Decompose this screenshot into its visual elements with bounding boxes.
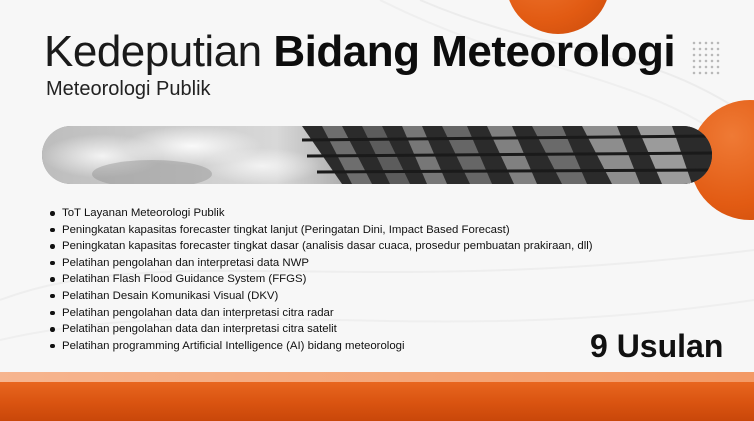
bullet-icon — [50, 311, 55, 316]
list-item — [50, 238, 593, 255]
list-item-label: Pelatihan programming Artificial Intelligence (AI) bidang meteorologi — [62, 339, 405, 352]
proposal-count: 9 Usulan — [590, 328, 724, 364]
list-item — [50, 222, 593, 239]
footer-stripe-dark — [0, 382, 754, 421]
list-item-label: Pelatihan pengolahan data dan interpretasi citra radar — [62, 306, 334, 319]
list-item — [50, 271, 593, 288]
list-item-label: Pelatihan Flash Flood Guidance System (FFGS) — [62, 273, 307, 286]
list-item — [50, 255, 593, 272]
bullet-icon — [50, 211, 55, 216]
list-item-label: Peningkatan kapasitas forecaster tingkat dasar (analisis dasar cuaca, prosedur pembuatan prakiraan, dll) — [62, 240, 593, 253]
title-bold: Bidang Meteorologi — [273, 27, 676, 76]
dot-grid-decoration — [691, 40, 721, 76]
bullet-icon — [50, 327, 55, 332]
list-item — [50, 288, 593, 305]
list-item — [50, 205, 593, 222]
bullet-icon — [50, 261, 55, 266]
banner-photo — [42, 126, 712, 184]
list-item — [50, 321, 593, 338]
page-title — [44, 24, 675, 80]
list-item-label: Pelatihan Desain Komunikasi Visual (DKV) — [62, 289, 279, 302]
bullet-icon — [50, 277, 55, 282]
bullet-icon — [50, 294, 55, 299]
banner-image — [42, 126, 712, 184]
list-item — [50, 305, 593, 322]
bullet-icon — [50, 344, 55, 349]
page-subtitle: Meteorologi Publik — [46, 78, 211, 100]
bullet-icon — [50, 244, 55, 249]
list-item-label: Peningkatan kapasitas forecaster tingkat lanjut (Peringatan Dini, Impact Based Forecast) — [62, 223, 510, 236]
footer-stripe-light — [0, 372, 754, 382]
list-item-label: Pelatihan pengolahan dan interpretasi data NWP — [62, 256, 309, 269]
list-item-label: ToT Layanan Meteorologi Publik — [62, 207, 225, 219]
title-light: Kedeputian — [44, 27, 262, 76]
training-list — [50, 205, 593, 354]
list-item — [50, 338, 593, 355]
list-item-label: Pelatihan pengolahan data dan interpretasi citra satelit — [62, 323, 337, 336]
bullet-icon — [50, 228, 55, 233]
